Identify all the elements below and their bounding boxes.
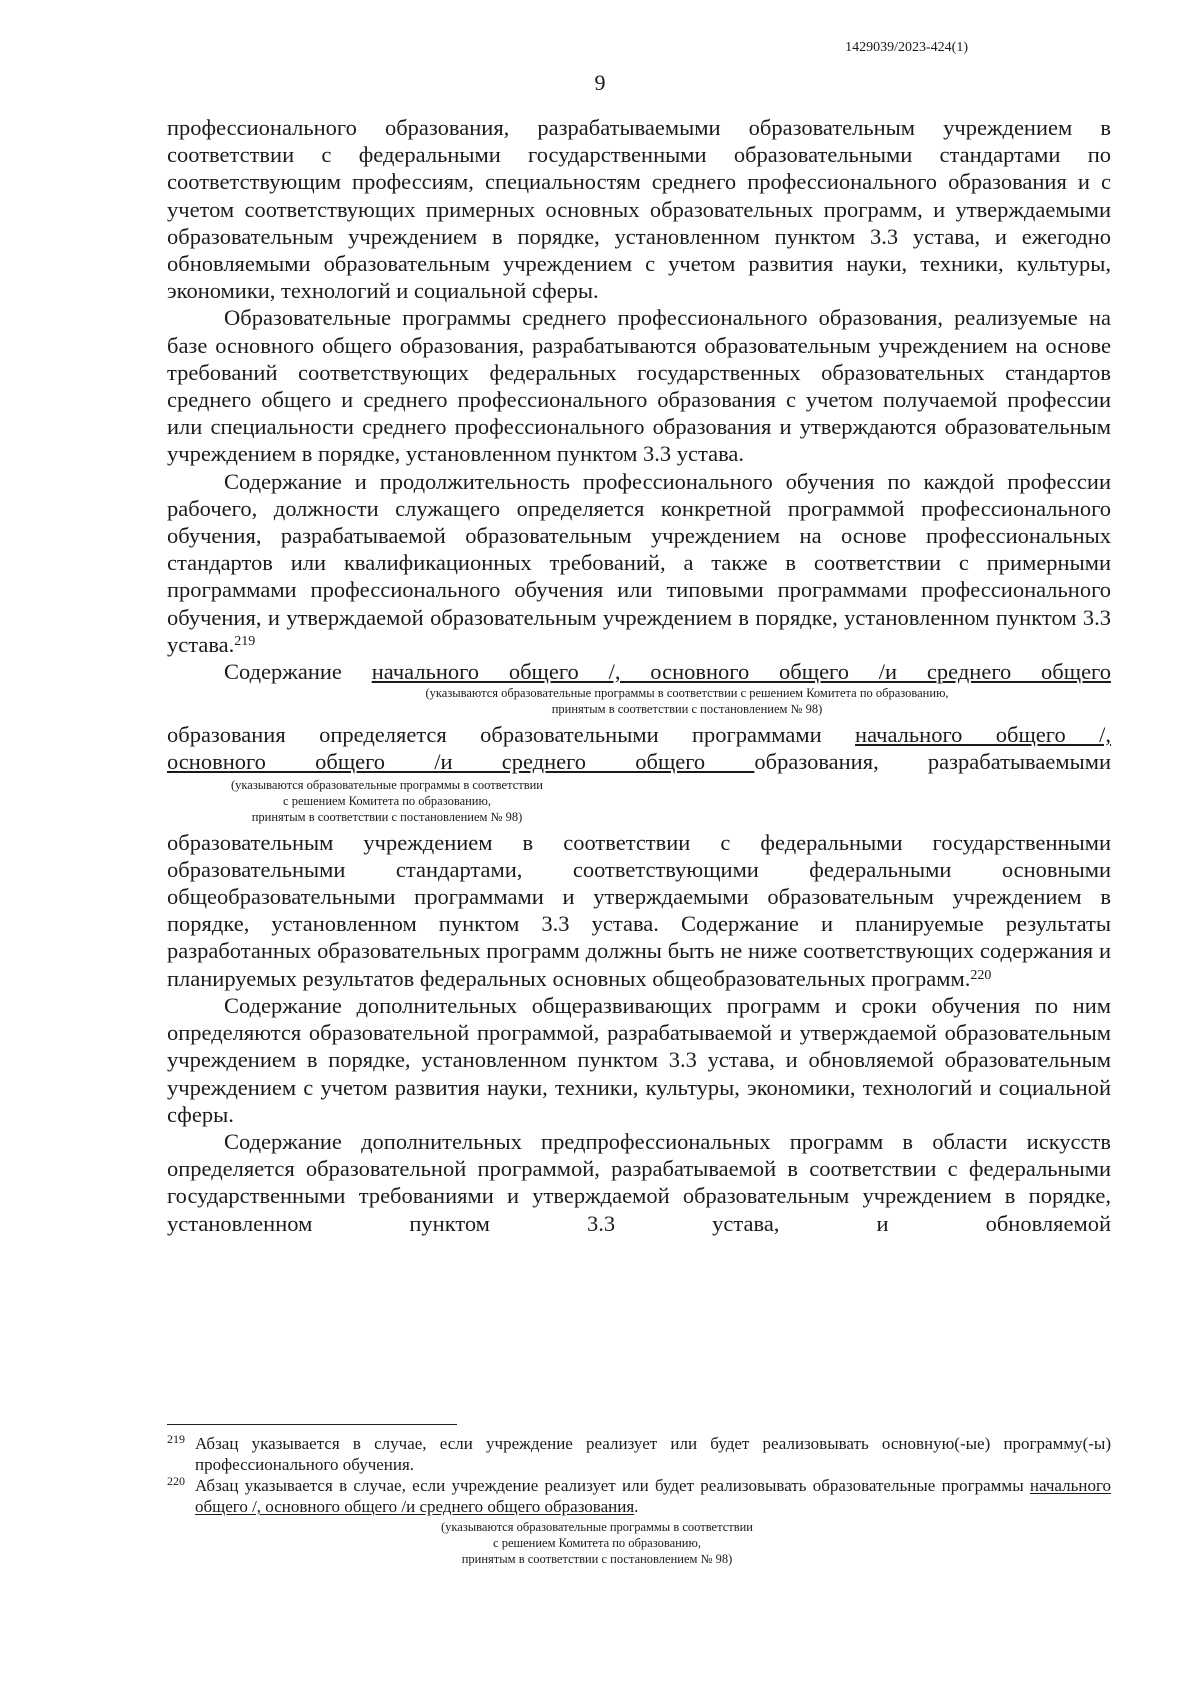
paragraph-4-line-1 [167,658,1111,685]
instruction-note-2-line-3: принятым в соответствии с постановлением № 98) [251,809,523,824]
footnote-ref-219: 219 [234,633,256,649]
program-levels-underlined-2: начального общего /, [855,722,1111,748]
paragraph-3 [167,468,1111,658]
footnote-220 [167,1475,1111,1517]
paragraph-5: Содержание дополнительных общеразвивающих программ и сроки обучения по ним определяются образовательной программой, разрабатываемой и утверждаемой образовательным учреждением в порядке, установленном пунктом 3.3 устава, и обновляемой образовательным учреждением с учетом развития науки, техники, культуры, экономики, технологий и социальной сферы. [167,992,1111,1127]
paragraph-3-text: Содержание и продолжительность профессионального обучения по каждой профессии рабочего, должности служащего определяется конкретной программой профессионального обучения, разрабатываемой образовательным учреждением на основе профессиональных стандартов или квалификационных требований, а также в соответствии с примерными программами профессионального обучения или типовыми программами профессионального обучения, и утверждаемой образовательным учреждением в порядке, установленном пунктом 3.3 устава. [167,468,1111,657]
footnote-219-text: Абзац указывается в случае, если учреждение реализует или будет реализовывать основную(-ые) программу(-ы) профессионального обучения. [195,1434,1111,1474]
paragraph-4-rest [167,829,1111,992]
footnote-note-line-2: с решением Комитета по образованию, [493,1536,701,1550]
instruction-note-1-line-2: принятым в соответствии с постановлением № 98) [551,702,823,717]
paragraph-4-rest-text: образовательным учреждением в соответствии с федеральными государственными образовательными стандартами, соответствующими федеральными основными общеобразовательными программами и утверждаемыми образовательным учреждением в порядке, установленном пунктом 3.3 устава. Содержание и планируемые результаты разработанных образовательных программ должны быть не ниже соответствующих содержания и планируемых результатов федеральных основных общеобразовательных программ. [167,829,1111,991]
paragraph-4-line-3 [167,748,1111,775]
document-id: 1429039/2023-424(1) [845,40,968,55]
paragraph-4-line-2-start: образования определяется образовательными программами [167,722,856,748]
footnote-219-mark: 219 [167,1432,185,1446]
instruction-note-2-line-1: (указываются образовательные программы в соответствии [231,777,543,792]
footnote-separator [167,1424,457,1425]
footnotes [167,1424,1111,1567]
footnote-219 [167,1433,1111,1475]
footnote-note-line-1: (указываются образовательные программы в соответствии [441,1520,753,1534]
instruction-note-2 [167,777,1111,825]
footnote-ref-220: 220 [970,967,992,983]
footnote-220-text-start: Абзац указывается в случае, если учреждение реализует или будет реализовывать образовательные программы [195,1476,1030,1495]
footnote-220-underlined: начального общего /, основного общего /и среднего общего образования [195,1476,1111,1516]
paragraph-6: Содержание дополнительных предпрофессиональных программ в области искусств определяется образовательной программой, разрабатываемой в соответствии с федеральными государственными требованиями и утверждаемой образовательным учреждением в порядке, установленном пунктом 3.3 устава, и обновляемой [167,1128,1111,1236]
paragraph-2: Образовательные программы среднего профессионального образования, реализуемые на базе основного общего образования, разрабатываются образовательным учреждением на основе требований соответствующих федеральных государственных образовательных стандартов среднего общего и среднего профессионального образования с учетом получаемой профессии или специальности среднего профессионального образования и утверждаются образовательным учреждением в порядке, установленном пунктом 3.3 устава. [167,305,1111,467]
program-levels-underlined-3: основного общего /и среднего общего [167,749,755,775]
document-body [167,114,1111,1237]
footnote-220-mark: 220 [167,1474,185,1488]
instruction-note-1-line-1: (указываются образовательные программы в соответствии с решением Комитета по образованию, [425,686,949,701]
instruction-note-2-line-2: с решением Комитета по образованию, [283,793,491,808]
page-number: 9 [594,70,606,95]
paragraph-4-line-2 [167,721,1111,748]
instruction-note-1 [167,685,1111,717]
paragraph-1: профессионального образования, разрабатываемыми образовательным учреждением в соответствии с федеральными государственными образовательными стандартами по соответствующим профессиям, специальностям среднего профессионального образования и с учетом соответствующих примерных основных образовательных программ, и утверждаемыми образовательным учреждением в порядке, установленном пунктом 3.3 устава, и ежегодно обновляемыми образовательным учреждением с учетом развития науки, техники, культуры, экономики, технологий и социальной сферы. [167,115,1111,304]
paragraph-4-start: Содержание [224,659,372,685]
program-levels-underlined: начального общего /, основного общего /и среднего общего [371,659,1111,685]
paragraph-4-line-3-end: образования, разрабатываемыми [754,749,1111,775]
footnote-note-line-3: принятым в соответствии с постановлением № 98) [461,1552,733,1566]
footnote-220-end: . [634,1497,639,1516]
